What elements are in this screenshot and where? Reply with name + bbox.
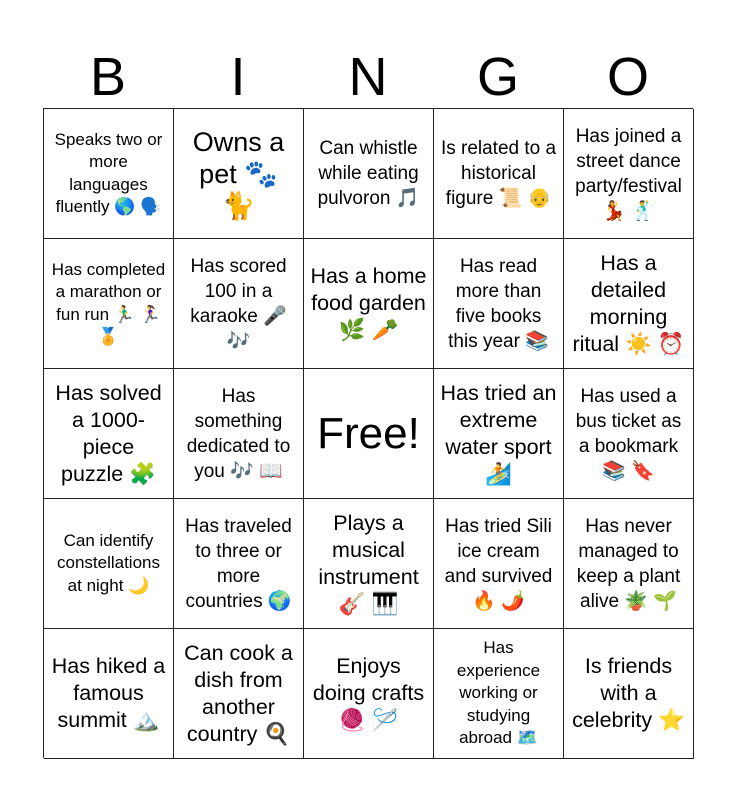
cell-text: Has tried an extreme water sport 🏄 xyxy=(440,380,557,486)
bingo-cell[interactable] xyxy=(174,109,304,239)
free-space[interactable] xyxy=(304,369,434,499)
cell-text: Has hiked a famous summit 🏔️ xyxy=(51,654,166,732)
cell-text: Has experience working or studying abroad 🗺️ xyxy=(456,638,541,748)
bingo-cell[interactable] xyxy=(304,499,434,629)
bingo-cell[interactable] xyxy=(44,369,174,499)
bingo-cell[interactable] xyxy=(44,499,174,629)
cell-text: Enjoys doing crafts 🧶 🪡 xyxy=(312,654,425,732)
bingo-cell[interactable] xyxy=(434,369,564,499)
cell-text: Can whistle while eating pulvoron 🎵 xyxy=(317,138,420,209)
header-letter-n: N xyxy=(348,47,388,107)
bingo-cell[interactable] xyxy=(174,629,304,759)
bingo-cell[interactable] xyxy=(174,369,304,499)
cell-text: Has traveled to three or more countries 🌍 xyxy=(185,515,292,612)
header-letter-i: I xyxy=(230,47,246,107)
cell-text: Is friends with a celebrity ⭐ xyxy=(572,654,685,732)
header-letter-g: G xyxy=(476,47,519,107)
cell-text: Plays a musical instrument 🎸 🎹 xyxy=(318,510,419,616)
cell-text: Has something dedicated to you 🎶 📖 xyxy=(186,385,291,482)
cell-text: Has solved a 1000-piece puzzle 🧩 xyxy=(55,380,162,486)
bingo-cell[interactable] xyxy=(44,629,174,759)
bingo-cell[interactable] xyxy=(44,239,174,369)
cell-text: Has a detailed morning ritual ☀️ ⏰ xyxy=(572,250,685,356)
bingo-cell[interactable] xyxy=(564,629,694,759)
cell-text: Has tried Sili ice cream and survived 🔥 🌶️ xyxy=(444,515,553,612)
bingo-header xyxy=(43,46,693,108)
bingo-cell[interactable] xyxy=(304,109,434,239)
cell-text: Can identify constellations at night 🌙 xyxy=(56,530,160,595)
bingo-cell[interactable] xyxy=(174,499,304,629)
bingo-cell[interactable] xyxy=(304,629,434,759)
cell-text: Speaks two or more languages fluently 🌎 🗣️ xyxy=(54,129,163,216)
cell-text: Has never managed to keep a plant alive 🪴 🌱 xyxy=(576,515,681,612)
bingo-cell[interactable] xyxy=(434,629,564,759)
cell-text: Owns a pet 🐾 🐈 xyxy=(192,126,285,221)
bingo-cell[interactable] xyxy=(174,239,304,369)
bingo-cell[interactable] xyxy=(434,499,564,629)
bingo-cell[interactable] xyxy=(564,109,694,239)
header-letter-b: B xyxy=(89,47,127,107)
bingo-cell[interactable] xyxy=(564,239,694,369)
cell-text: Has read more than five books this year 📚 xyxy=(448,255,549,352)
bingo-cell[interactable] xyxy=(564,369,694,499)
bingo-grid xyxy=(43,108,693,758)
cell-text: Is related to a historical figure 📜 👴 xyxy=(440,138,557,209)
bingo-cell[interactable] xyxy=(304,239,434,369)
header-letter-o: O xyxy=(606,47,649,107)
cell-text: Has a home food garden 🌿 🥕 xyxy=(310,264,427,342)
cell-text: Has used a bus ticket as a bookmark 📚 🔖 xyxy=(575,385,682,482)
bingo-cell[interactable] xyxy=(434,109,564,239)
cell-text: Can cook a dish from another country 🍳 xyxy=(184,640,293,746)
cell-text: Has joined a street dance party/festival 💃 🕺 xyxy=(575,125,682,222)
bingo-cell[interactable] xyxy=(434,239,564,369)
bingo-cell[interactable] xyxy=(44,109,174,239)
cell-text: Has scored 100 in a karaoke 🎤 🎶 xyxy=(190,255,287,352)
cell-text: Has completed a marathon or fun run 🏃‍♂️ 🏃‍♀️ 🏅 xyxy=(51,259,166,346)
bingo-cell[interactable] xyxy=(564,499,694,629)
free-space-text: Free! xyxy=(317,408,420,458)
